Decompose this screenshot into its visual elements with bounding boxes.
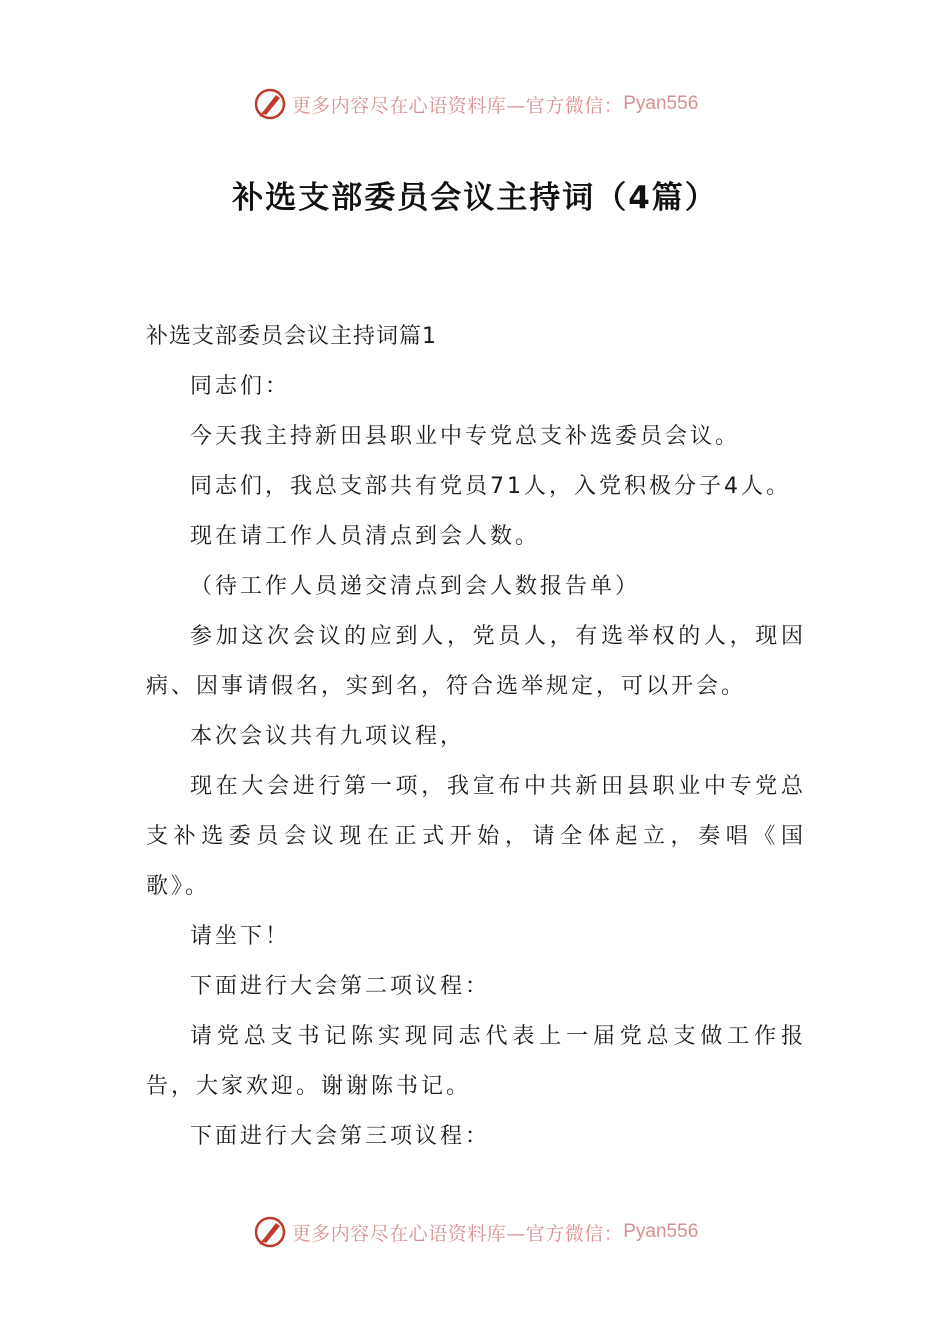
pen-seal-icon [252, 1214, 288, 1250]
watermark-account: Pyan556 [623, 1221, 699, 1242]
watermark-footer [0, 1212, 950, 1252]
paragraph: 下面进行大会第二项议程： [190, 974, 491, 999]
paragraph: 参加这次会议的应到人，党员人，有选举权的人，现因病、因事请假名，实到名，符合选举规定，可以开会。 [146, 624, 806, 699]
paragraph: 下面进行大会第三项议程： [190, 1124, 491, 1149]
watermark-account: Pyan556 [623, 93, 699, 114]
paragraph: 现在请工作人员清点到会人数。 [190, 524, 541, 549]
watermark-header [0, 84, 950, 124]
paragraph: 请坐下！ [190, 924, 291, 949]
pen-seal-icon [252, 86, 288, 122]
watermark-text: 更多内容尽在心语资料库—官方微信： [291, 1222, 624, 1245]
paragraph: 本次会议共有九项议程， [190, 724, 466, 749]
paragraph: 同志们，我总支部共有党员71人，入党积极分子4人。 [190, 474, 791, 499]
paragraph: （待工作人员递交清点到会人数报告单） [190, 574, 641, 599]
watermark-text: 更多内容尽在心语资料库—官方微信： [291, 94, 624, 117]
document-body [146, 312, 806, 1162]
paragraph: 同志们： [190, 374, 291, 399]
document-title: 补选支部委员会议主持词（4篇） [232, 180, 718, 216]
paragraph: 请党总支书记陈实现同志代表上一届党总支做工作报告，大家欢迎。谢谢陈书记。 [146, 1024, 806, 1099]
paragraph: 今天我主持新田县职业中专党总支补选委员会议。 [190, 424, 741, 449]
paragraph: 现在大会进行第一项，我宣布中共新田县职业中专党总支补选委员会议现在正式开始，请全体起立，奏唱《国歌》。 [146, 774, 806, 899]
section-heading: 补选支部委员会议主持词篇1 [146, 324, 437, 349]
